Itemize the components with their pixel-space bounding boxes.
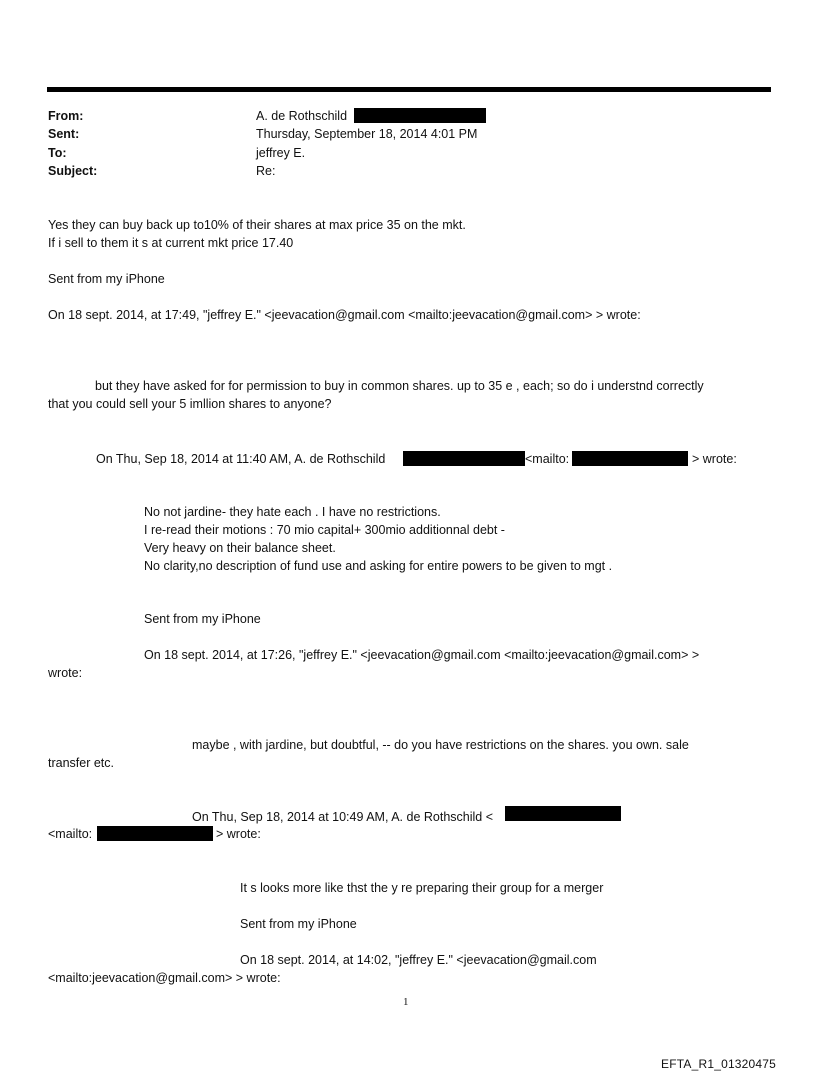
sent-value: Thursday, September 18, 2014 4:01 PM: [256, 127, 478, 141]
body-line: No not jardine- they hate each . I have no restrictions.: [144, 505, 441, 519]
redaction-box: [354, 108, 486, 123]
quote-header: On 18 sept. 2014, at 17:26, "jeffrey E." <jeevacation@gmail.com <mailto:jeevacation@gmail.com> >: [144, 648, 700, 662]
redaction-box: [403, 451, 525, 466]
redaction-box: [505, 806, 621, 821]
quote-header-wrote: > wrote:: [692, 452, 737, 466]
quote-header: On Thu, Sep 18, 2014 at 11:40 AM, A. de Rothschild: [96, 452, 386, 466]
from-value: A. de Rothschild: [256, 109, 348, 123]
sent-label: Sent:: [48, 127, 80, 141]
quote-header: On 18 sept. 2014, at 14:02, "jeffrey E." <jeevacation@gmail.com: [240, 953, 597, 967]
to-value: jeffrey E.: [256, 146, 306, 160]
body-line: Yes they can buy back up to10% of their shares at max price 35 on the mkt.: [48, 218, 466, 232]
body-line: transfer etc.: [48, 756, 114, 770]
document-id: EFTA_R1_01320475: [661, 1057, 777, 1071]
quote-header-mailto: <mailto:: [525, 452, 570, 466]
body-line: maybe , with jardine, but doubtful, -- do you have restrictions on the shares. you own. sale: [192, 738, 689, 752]
subject-value: Re:: [256, 164, 276, 178]
quote-header: <mailto:jeevacation@gmail.com> > wrote:: [48, 971, 281, 985]
page-number: 1: [403, 996, 409, 1008]
quote-header: wrote:: [48, 666, 83, 680]
redaction-box: [97, 826, 213, 841]
to-label: To:: [48, 146, 67, 160]
signature-line: Sent from my iPhone: [240, 917, 357, 931]
body-line: It s looks more like thst the y re preparing their group for a merger: [240, 881, 604, 895]
quote-header-mailto: <mailto:: [48, 827, 93, 841]
signature-line: Sent from my iPhone: [48, 272, 165, 286]
quote-header: On 18 sept. 2014, at 17:49, "jeffrey E." <jeevacation@gmail.com <mailto:jeevacation@gmail.com> > wrote:: [48, 308, 641, 322]
header-rule: [47, 87, 771, 92]
body-line: but they have asked for for permission to buy in common shares. up to 35 e , each; so do i understnd correctly: [95, 379, 704, 393]
quote-header-wrote: > wrote:: [216, 827, 261, 841]
from-label: From:: [48, 109, 84, 123]
body-line: No clarity,no description of fund use and asking for entire powers to be given to mgt .: [144, 559, 613, 573]
quote-header: On Thu, Sep 18, 2014 at 10:49 AM, A. de Rothschild <: [192, 810, 494, 824]
subject-label: Subject:: [48, 164, 98, 178]
redaction-box: [572, 451, 688, 466]
signature-line: Sent from my iPhone: [144, 612, 261, 626]
body-line: that you could sell your 5 imllion shares to anyone?: [48, 397, 332, 411]
body-line: I re-read their motions : 70 mio capital+ 300mio additionnal debt -: [144, 523, 505, 537]
body-line: Very heavy on their balance sheet.: [144, 541, 336, 555]
body-line: If i sell to them it s at current mkt price 17.40: [48, 236, 294, 250]
